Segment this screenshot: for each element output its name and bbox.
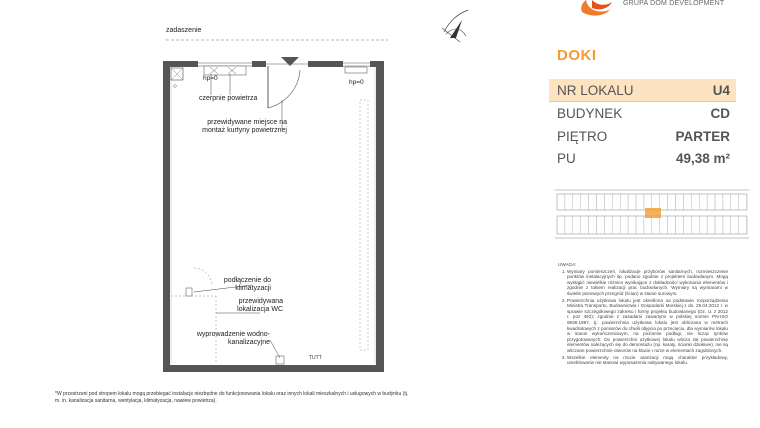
notes-heading: UWAGA: [558,262,577,267]
entry-door [266,64,308,108]
top-window-right [343,63,370,73]
ventilation-shaft [171,68,183,87]
info-value: U4 [712,82,730,98]
wc-location-label: przewidywana lokalizacja WC [237,298,283,313]
air-curtain-note: przewidywane miejsce na montaż kurtyny powietrznej [202,119,287,134]
water-outlet-label: wyprowadzenie wodno-kanalizacyjne [196,331,270,346]
info-value: PARTER [675,128,730,144]
info-row-building [549,102,736,124]
info-row-unit-number [549,79,736,101]
note-item: 2. Powierzchnia użytkowa lokalu jest określona na podstawie rozporządzenia Ministra Transportu, Budownictwa i Gospodarki Morskiej z dn. 25.04.2012 r. w sprawie szczegółowego zakresu i formy projektu budowlanego (Dz. U. z 2012 r. poz 462); zgodnie z zasadami zawartymi w polskiej normie PN-ISO 9836:1997, tj.: powierzchnia użytkowa lokalu jest obliczana w metrach kwadratowych z pomiarów do chwili objęcia po przecięciu, dla wymiarów lokalu w stanie wykończeniowym, na poziomie podłogi, nie licząc tynków przygotowanych. Do powierzchni użytkowej lokalu wlicza się powierzchnię elementów należących się do demontażu (np. karaty, ścianki działowe), nie są wliczane powierzchnie otworów na klacie i rurze w elementach zagubionych. [567,298,728,354]
info-value: 49,38 m² [675,150,730,166]
info-label: BUDYNEK [557,105,623,121]
info-row-area [549,147,736,169]
entrance-arrow [281,57,299,66]
building-keyplan [551,186,753,242]
brand-name: GRUPA DOM DEVELOPMENT [623,0,725,7]
keyplan-unit-highlight [645,208,661,218]
info-label: NR LOKALU [557,82,634,98]
ac-connection-label: podłączenie do klimatyzacji [223,277,271,292]
company-logo [581,0,612,16]
top-window-left [198,63,252,75]
canopy-label: zadaszenie [166,27,202,34]
hp-left-label: hp=0 [203,75,218,82]
compass-icon [442,10,468,42]
divider [549,101,736,102]
air-intake-label: czerpnie powietrza [199,95,258,102]
info-label: PIĘTRO [557,128,608,144]
notes-section [558,262,728,367]
info-row-floor [549,125,736,147]
leader-lines [194,74,282,358]
air-curtain-zone [360,100,368,350]
note-item: 1. Wymiary pomieszczeń, lokalizacje przyborów sanitarnych, rozmieszczenie punktów instalacyjnych itp. podano zgodnie z projektem budowlanym. Mogą wystąpić niewielkie różnice wynikające z dokładności wykonania elementów i zgodnie z tokiem realizacji prac budowlanych. Wymiary są wymiarami w świetle pionowych przegród (ścian) w stanie surowym. [567,269,728,297]
note-item: 3. Wszelkie elementy na rzucie aranżacji mają charakter przykładowy, umeblowanie nie stanowi wyposażenia nabywanego lokalu. [567,355,728,366]
tutt-label: TUTT [309,355,322,361]
unit-walls [163,61,384,372]
project-title: DOKI [557,47,597,64]
hp-right-label: hp=0 [349,79,364,86]
footnote: *W przestrzeni pod stropem lokalu mogą przebiegać instalacje niezbędne do funkcjonowania lokalu oraz innych lokali mieszkalnych i usługowych w budynku (tj. m. in. kanalizacja sanitarna, wentylacja, klimatyzacja, nawiew powietrza). [55,391,409,404]
info-value: CD [710,105,730,121]
info-label: PU [557,150,576,166]
